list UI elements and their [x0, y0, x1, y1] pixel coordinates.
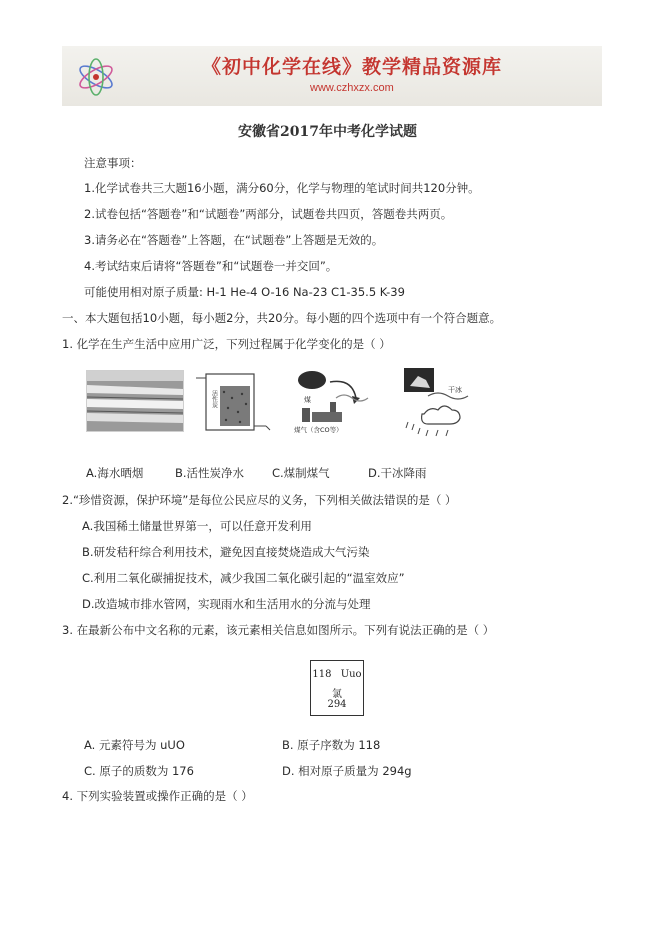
- coal-label: 煤: [304, 396, 311, 404]
- q2-option-c: C.利用二氧化碳捕捉技术，减少我国二氧化碳引起的“温室效应”: [82, 571, 405, 585]
- notice-heading: 注意事项：: [84, 156, 142, 170]
- element-mass: 294: [327, 699, 347, 710]
- section-heading: 一、本大题包括10小题，每小题2分，共20分。每小题的四个选项中有一个符合题意。: [62, 311, 502, 325]
- q3-option-b: B. 原子序数为 118: [282, 738, 381, 752]
- notice-item: 2.试卷包括“答题卷”和“试题卷”两部分，试题卷共四页，答题卷共两页。: [84, 207, 453, 221]
- dry-ice-label: 干冰: [448, 386, 462, 394]
- notice-item: 1.化学试卷共三大题16小题，满分60分，化学与物理的笔试时间共120分钟。: [84, 181, 480, 195]
- element-card: [310, 660, 364, 716]
- exam-title: 安徽省2017年中考化学试题: [238, 124, 417, 140]
- q2-option-b: B.研发秸秆综合利用技术，避免因直接焚烧造成大气污染: [82, 545, 370, 559]
- question-4-stem: 4. 下列实验装置或操作正确的是（ ）: [62, 789, 253, 803]
- q1-option-b: B.活性炭净水: [175, 466, 245, 480]
- atomic-masses: 可能使用相对原子质量: H-1 He-4 O-16 Na-23 C1-35.5 K-39: [84, 285, 405, 299]
- carbon-filter-image: [190, 368, 274, 434]
- q3-option-c: C. 原子的质数为 176: [84, 764, 194, 778]
- q1-option-c: C.煤制煤气: [272, 466, 330, 480]
- atom-logo-icon: [74, 55, 118, 99]
- element-number: 118: [312, 669, 332, 680]
- notice-item: 3.请务必在“答题卷”上答题，在“试题卷”上答题是无效的。: [84, 233, 384, 247]
- question-1-stem: 1. 化学在生产生活中应用广泛，下列过程属于化学变化的是（ ）: [62, 337, 391, 351]
- q3-option-d: D. 相对原子质量为 294g: [282, 764, 412, 778]
- q2-option-d: D.改造城市排水管网，实现雨水和生活用水的分流与处理: [82, 597, 371, 611]
- banner-title: 《初中化学在线》教学精品资源库: [202, 56, 503, 78]
- question-2-stem: 2.“珍惜资源，保护环境”是每位公民应尽的义务，下列相关做法错误的是（ ）: [62, 493, 457, 507]
- salt-pan-image: [86, 370, 184, 432]
- notice-item: 4.考试结束后请将“答题卷”和“试题卷一并交回”。: [84, 259, 338, 273]
- q1-option-d: D.干冰降雨: [368, 466, 427, 480]
- q2-option-a: A.我国稀土储量世界第一，可以任意开发利用: [82, 519, 312, 533]
- coal-gas-image: [290, 368, 384, 434]
- carbon-label: 活性炭: [210, 390, 218, 408]
- question-3-stem: 3. 在最新公布中文名称的元素，该元素相关信息如图所示。下列有说法正确的是（ ）: [62, 623, 495, 637]
- coal-gas-label: 煤气（含CO等）: [294, 426, 343, 434]
- element-name: 氯: [332, 689, 342, 700]
- q1-option-a: A.海水晒烟: [86, 466, 144, 480]
- element-symbol: Uuo: [340, 669, 362, 680]
- q3-option-a: A. 元素符号为 uUO: [84, 738, 185, 752]
- dry-ice-image: [398, 366, 472, 438]
- banner-url: www.czhxzx.com: [310, 82, 394, 94]
